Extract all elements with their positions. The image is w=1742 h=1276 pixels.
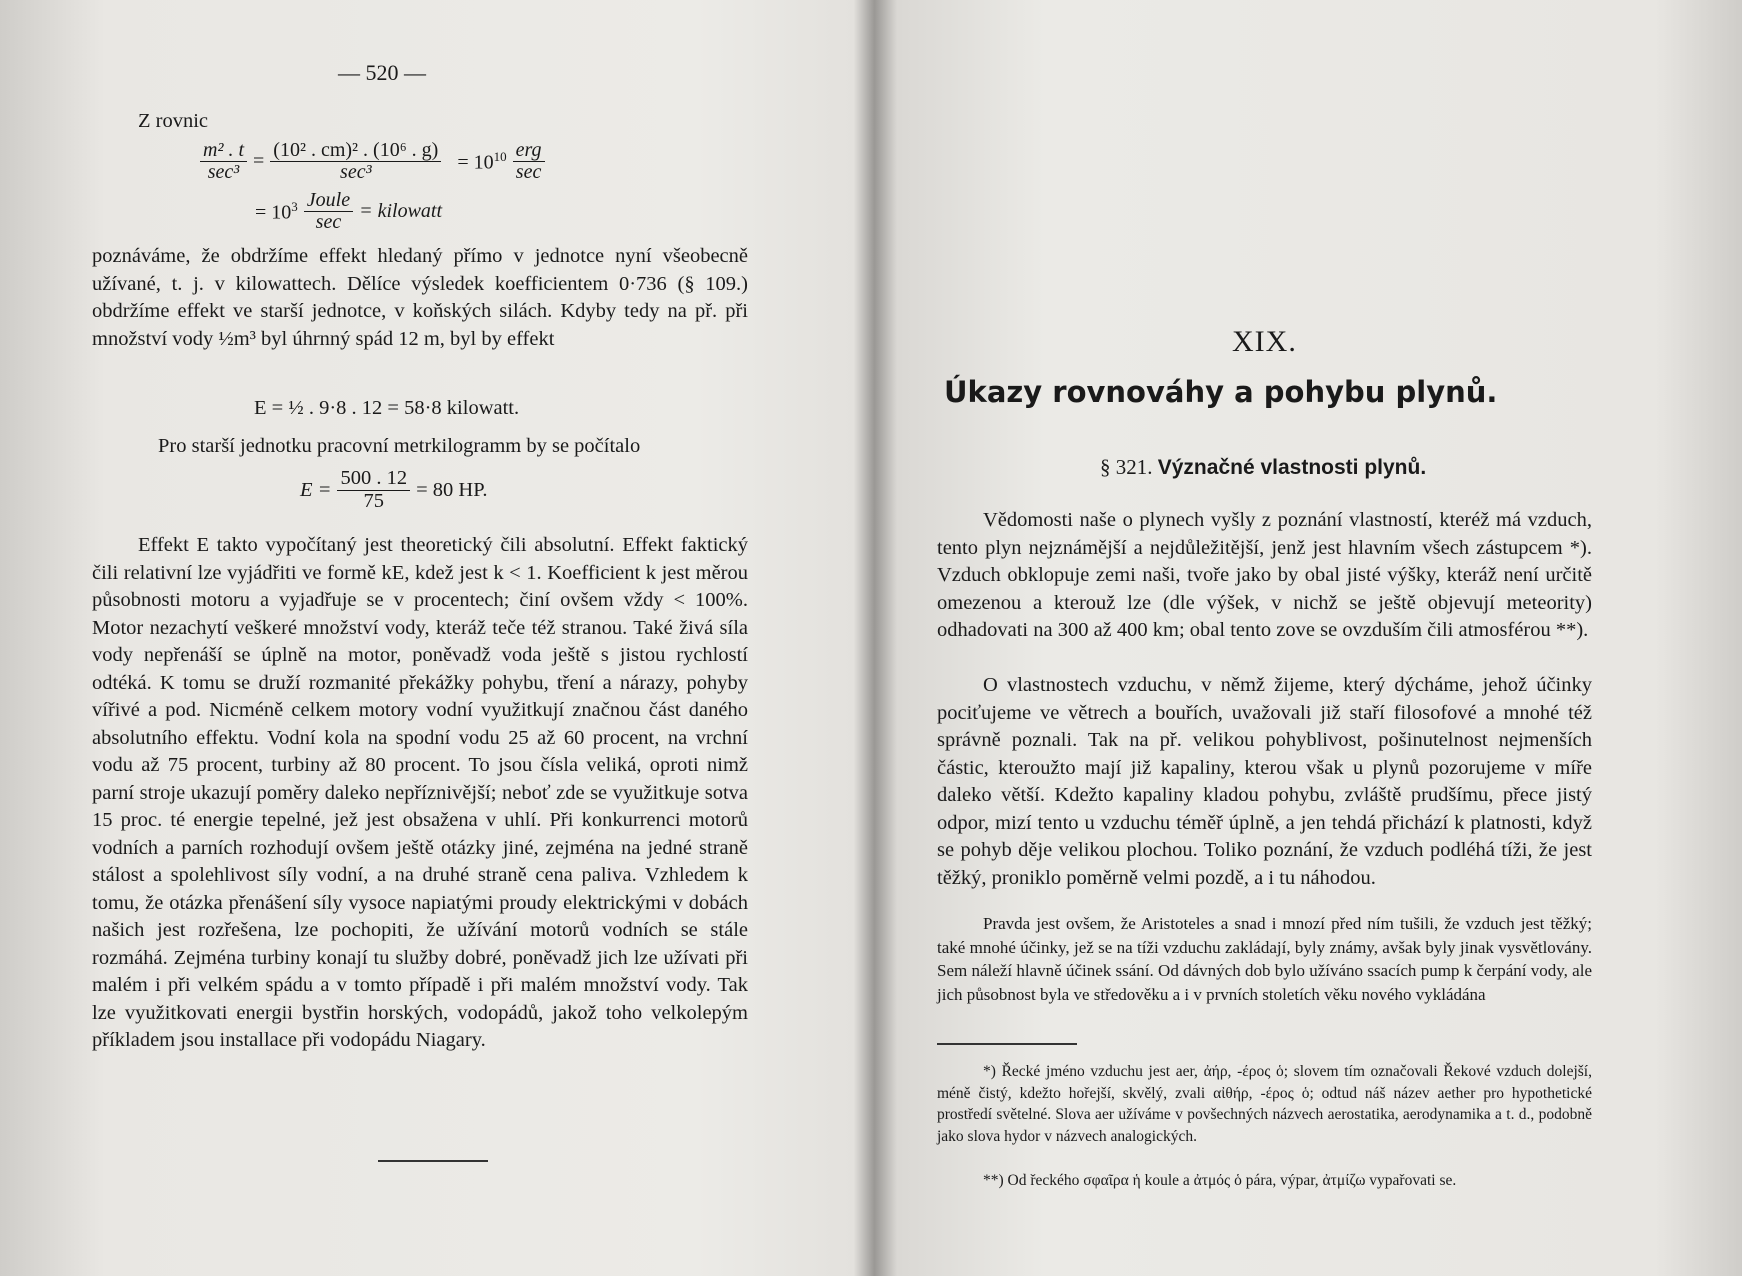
paragraph-1: poznáváme, že obdržíme effekt hledaný přímo v jednotce nyní všeobecně užívané, t. j. v kilowattech. Dělíce výsledek koefficientem 0·736 (§ 109.) obdržíme effekt ve starší jednotce, v koňských silách. Kdyby tedy na př. při množství vody ½m³ byl úhrnný spád 12 m, byl by effekt bbox=[92, 245, 748, 350]
eq1-rhs-den: sec bbox=[515, 161, 542, 183]
chapter-number: XIX. bbox=[1232, 325, 1297, 358]
paragraph-3: Effekt E takto vypočítaný jest theoretický čili absolutní. Effekt faktický čili relativní lze vyjádřiti ve formě kE, kdež jest k < 1. Koefficient k jest měrou působnosti motoru a vyjadřuje se v procentech; činí ovšem vždy < 100%. Motor nezachytí veškeré množství vody, kteráž teče též stranou. Také živá síla vody nepřenáší se úplně na motor, poněvadž voda ještě s jistou rychlostí odtéká. K tomu se druží rozmanité překážky pohybu, tření a nárazy, pohyby vířivé a pod. Nicméně celkem motory vodní využitkují značnou část daného absolutního effektu. Vodní kola na spodní vodu 25 až 60 procent, na vrchní vodu až 75 procent, turbiny až 80 procent. To jsou čísla veliká, oproti nimž parní stroje ukazují poměry daleko nepříznivější; neboť zde se využitkuje sotva 15 proc. té energie tepelné, jež jest obsažena v uhlí. Při konkurrenci motorů vodních a parních rozhodují ovšem ještě otázky jiné, zejména na jedné straně stálost a spolehlivost síly vodní, a na druhé straně cena paliva. Vzhledem k tomu, že otázka přenášení síly vysoce napiatými proudy elektrickými v dobách našich jest rozřešena, lze pochopiti, že užívání motorů vodních se stále rozmáhá. Zejména turbiny konají tu služby dobré, poněvadž jich lze užívati při malém i při velkém spádu a v tomto případě i při malém množství vody. Tak lze využitkovati energii bystřin horských, vodopádů, jakož toho velkolepým příkladem jsou installace při vodopádu Niagary. bbox=[92, 534, 748, 1051]
page-number: — 520 — bbox=[338, 60, 426, 85]
eq4-lhs: E = bbox=[300, 478, 332, 501]
eq4-den: 75 bbox=[363, 489, 385, 512]
small-print-paragraph: Pravda jest ovšem, že Aristoteles a snad i mnozí před ním tušili, že vzduch jest těžký; také mnohé účinky, jež se na tíži vzduchu zakládají, byly známy, avšak byly jinak vysvětlovány. Sem náleží hlavně účinek ssání. Od dávných dob bylo užíváno ssacích pump k čerpání vody, ale jich působnost byla ve středověku a i v prvních stoletích věku nového vykládána bbox=[937, 914, 1592, 1004]
footnote-1: *) Řecké jméno vzduchu jest aer, ἀήρ, -έρος ὁ; slovem tím označovali Řekové vzduch dolejší, méně čistý, kdežto hořejší, skvělý, zvali αἰθήρ, -έρος ὁ; odtud náš název aether pro hypothetické prostředí světelné. Slova aer užíváme v povšechných názvech aerostatika, aerodynamika a t. d., podobně jako slova hydor v názvech analogických. bbox=[937, 1063, 1592, 1145]
equation-1: $\frac{\text{m² . t}}{\text{sec³}}$ = $\frac{\text{(10² . cm)² . (10⁶ . g)}}{\text{sec³}}$ = $10^{10}$ $\frac{\text{erg}}{\sec}$ bbox=[200, 140, 545, 183]
equation-3: E = ½ . 9·8 . 12 = 58·8 kilowatt. bbox=[254, 397, 520, 419]
section-number: § 321. bbox=[1100, 455, 1153, 479]
eq4-num: 500 . 12 bbox=[337, 468, 410, 491]
footnote-rule bbox=[937, 1043, 1077, 1045]
eq4-rhs: = 80 HP. bbox=[416, 478, 488, 501]
eq1-mid-num: (10² . cm)² . (10⁶ . g) bbox=[270, 140, 441, 162]
eq2-post: = kilowatt bbox=[359, 200, 443, 222]
section-heading bbox=[1100, 455, 1426, 480]
eq1-rhs-pre: = 10 bbox=[457, 151, 494, 174]
paragraph-2: O vlastnostech vzduchu, v němž žijeme, který dýcháme, jehož účinky pociťujeme ve větrech a bouřích, uvažovali již staří filosofové a mnohé též správně poznali. Tak na př. velikou pohyblivost, pošinutelnost nejmenších částic, kteroužto mají již kapaliny, kterou však u plynů pozorujeme v míře daleko větší. Kdežto kapaliny kladou pohybu, zvláště prudšímu, přece jistý odpor, mizí tento u vzduchu téměř úplně, a jen tehdá přichází k platnosti, když se pohyb děje velikou plochou. Toliko poznání, že vzduch podléhá tíži, že jest těžký, proniklo poměrně velmi pozdě, a i tu náhodou. bbox=[937, 674, 1592, 889]
section-title: Význačné vlastnosti plynů. bbox=[1157, 456, 1427, 479]
eq1-rhs-exp: 10 bbox=[493, 148, 507, 164]
end-rule bbox=[378, 1160, 488, 1162]
eq1-lhs-num: m² . t bbox=[200, 140, 247, 162]
eq2-pre: = 10 bbox=[255, 201, 292, 224]
eq2-exp: 3 bbox=[291, 198, 298, 214]
eq1-mid-den: sec³ bbox=[340, 161, 372, 183]
left-page bbox=[0, 0, 860, 1276]
chapter-title: Úkazy rovnováhy a pohybu plynů. bbox=[944, 375, 1498, 409]
eq1-lhs-den: sec³ bbox=[207, 161, 240, 183]
eq2-num: Joule bbox=[304, 190, 353, 212]
equation-4 bbox=[300, 468, 487, 512]
eq1-rhs-num: erg bbox=[513, 140, 545, 162]
eq2-den: sec bbox=[315, 211, 342, 233]
intro-text: Z rovnic bbox=[138, 110, 209, 132]
right-page bbox=[862, 0, 1742, 1276]
paragraph-2: Pro starší jednotku pracovní metrkilogramm by se počítalo bbox=[158, 435, 641, 457]
paragraph-1: Vědomosti naše o plynech vyšly z poznání vlastností, kteréž má vzduch, tento plyn nejznámější a nejdůležitější, jenž jest hlavním všech zástupcem *). Vzduch obklopuje zemi naši, tvoře jako by obal jisté výšky, kteráž není určitě omezenou a kterouž lze (dle výšek, v nichž se ještě objevují meteority) odhadovati na 300 až 400 km; obal tento zove se ovzduším čili atmosférou **). bbox=[937, 509, 1592, 641]
equation-2 bbox=[255, 190, 442, 233]
footnote-2: **) Od řeckého σφαῖρα ἡ koule a ἀτμός ὁ pára, výpar, ἀτμίζω vypařovati se. bbox=[983, 1172, 1457, 1189]
